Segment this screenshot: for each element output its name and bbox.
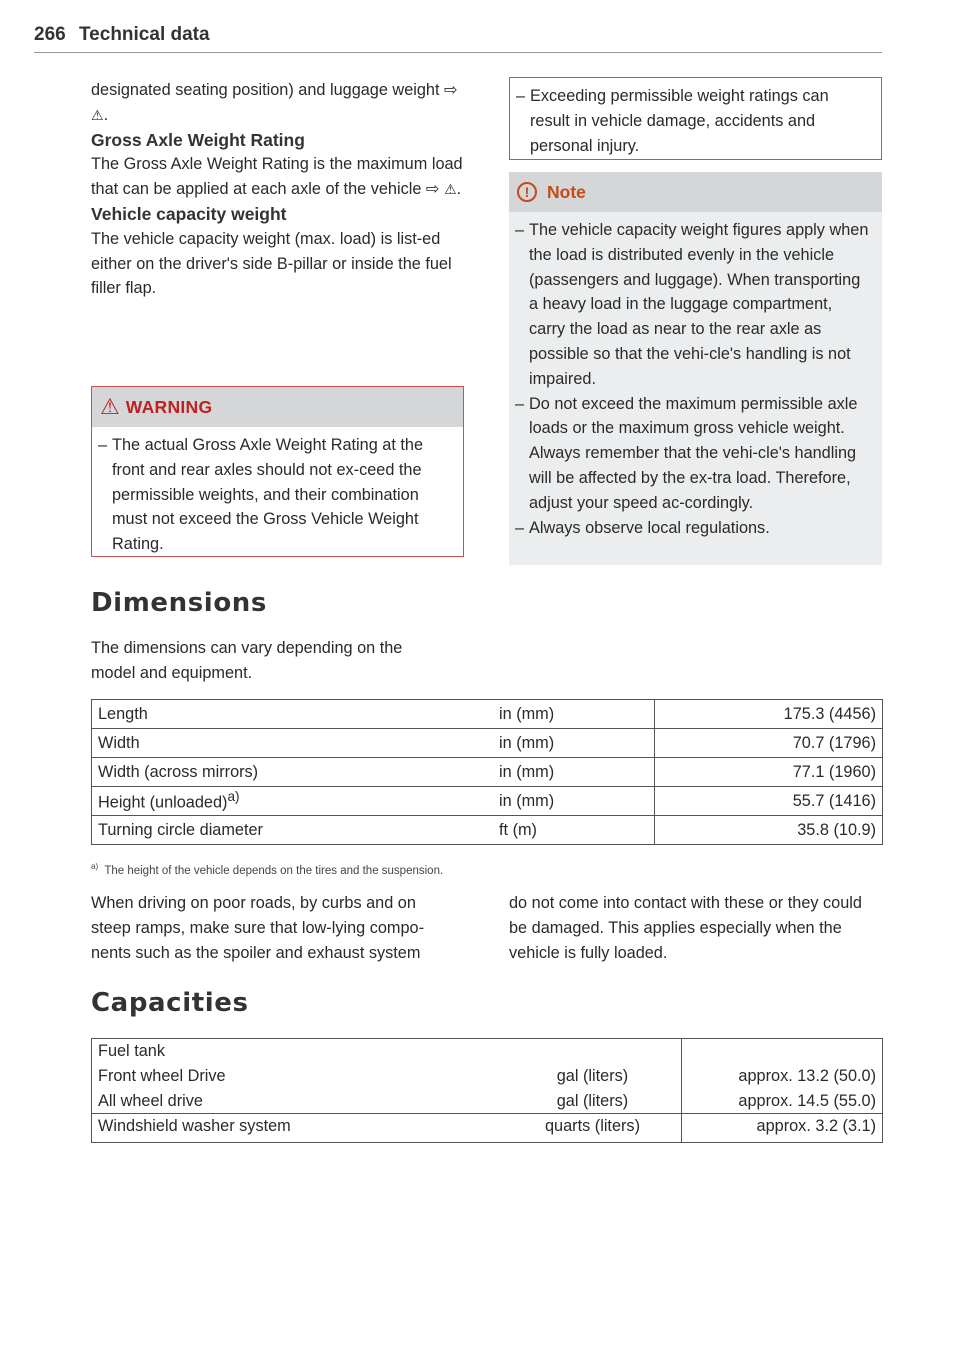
table-row: Turning circle diameter ft (m) 35.8 (10.9)	[92, 816, 883, 845]
vcw-text: The vehicle capacity weight (max. load) is list-ed either on the driver's side B-pillar or inside the fuel filler flap.	[91, 229, 452, 298]
note-body	[509, 212, 882, 540]
table-row: Windshield washer system quarts (liters) approx. 3.2 (3.1)	[92, 1114, 883, 1143]
table-row: Height (unloaded)$^{a)}$ in (mm) 55.7 (1416)	[92, 787, 883, 816]
dimensions-heading: Dimensions	[91, 588, 267, 618]
warning-triangle-icon: ⚠	[91, 106, 104, 123]
driving-note-left: When driving on poor roads, by curbs and on steep ramps, make sure that low-lying compo-nents such as the spoiler and exhaust system	[91, 894, 424, 962]
warning-item: – The actual Gross Axle Weight Rating at the front and rear axles should not ex-ceed the permissible weights, and their combination must not exceed the Gross Vehicle Weight Rating.	[98, 436, 424, 554]
note-box	[509, 172, 882, 565]
warning-item: – Exceeding permissible weight ratings can result in vehicle damage, accidents and personal injury.	[516, 87, 829, 155]
table-row: Fuel tank Front wheel Drive All wheel drive gal (liters) gal (liters) approx. 13.2 (50.0) approx. 14.5 (55.0)	[92, 1039, 883, 1114]
table-row: Width (across mirrors) in (mm) 77.1 (1960)	[92, 758, 883, 787]
dimensions-intro: The dimensions can vary depending on the model and equipment.	[91, 639, 403, 682]
header-rule	[34, 52, 882, 53]
footnote-ref: a)	[227, 789, 240, 805]
vcw-heading: Vehicle capacity weight	[91, 203, 287, 224]
warning-body	[92, 427, 463, 557]
section-title: Technical data	[78, 24, 210, 45]
note-item: – The vehicle capacity weight figures apply when the load is distributed evenly in the vehicle (passengers and luggage). When transporting a heavy load in the luggage compartment, carry the load as near to the rear axle as possible so that the vehi-cle's handling is not impaired.	[515, 221, 869, 388]
dimensions-table	[91, 699, 883, 845]
warning-header	[92, 387, 463, 427]
warning-box	[91, 386, 464, 557]
capacities-table	[91, 1038, 883, 1143]
capacities-heading: Capacities	[91, 988, 249, 1018]
warning-triangle-icon: ⚠	[444, 181, 457, 198]
page-header	[34, 24, 210, 46]
warning-title: WARNING	[125, 396, 213, 417]
note-item: – Do not exceed the maximum permissible axle loads or the maximum gross vehicle weight. Always remember that the vehi-cle's handling will be affected by the ex-tra load. Therefore, adjust your speed ac-cordingly.	[515, 394, 858, 512]
note-header	[509, 172, 882, 212]
dimensions-footnote: $^{a)}$ The height of the vehicle depends on the tires and the suspension.	[91, 862, 444, 877]
warning-continued-box	[509, 77, 882, 160]
info-circle-icon: !	[517, 182, 537, 202]
intro-text: designated seating position) and luggage weight ⇨ ⚠.	[91, 78, 471, 128]
gawr-text: The Gross Axle Weight Rating is the maximum load that can be applied at each axle of the vehicle ⇨ ⚠.	[91, 152, 471, 202]
note-item: – Always observe local regulations.	[515, 518, 770, 537]
table-row: Width in (mm) 70.7 (1796)	[92, 729, 883, 758]
driving-note-right: do not come into contact with these or they could be damaged. This applies especially when the vehicle is fully loaded.	[509, 894, 862, 962]
warning-triangle-icon: ⚠	[100, 394, 120, 419]
left-column-text	[91, 78, 471, 301]
gawr-heading: Gross Axle Weight Rating	[91, 129, 305, 150]
note-title: Note	[547, 181, 586, 202]
page-number: 266	[34, 24, 66, 45]
table-row: Length in (mm) 175.3 (4456)	[92, 700, 883, 729]
